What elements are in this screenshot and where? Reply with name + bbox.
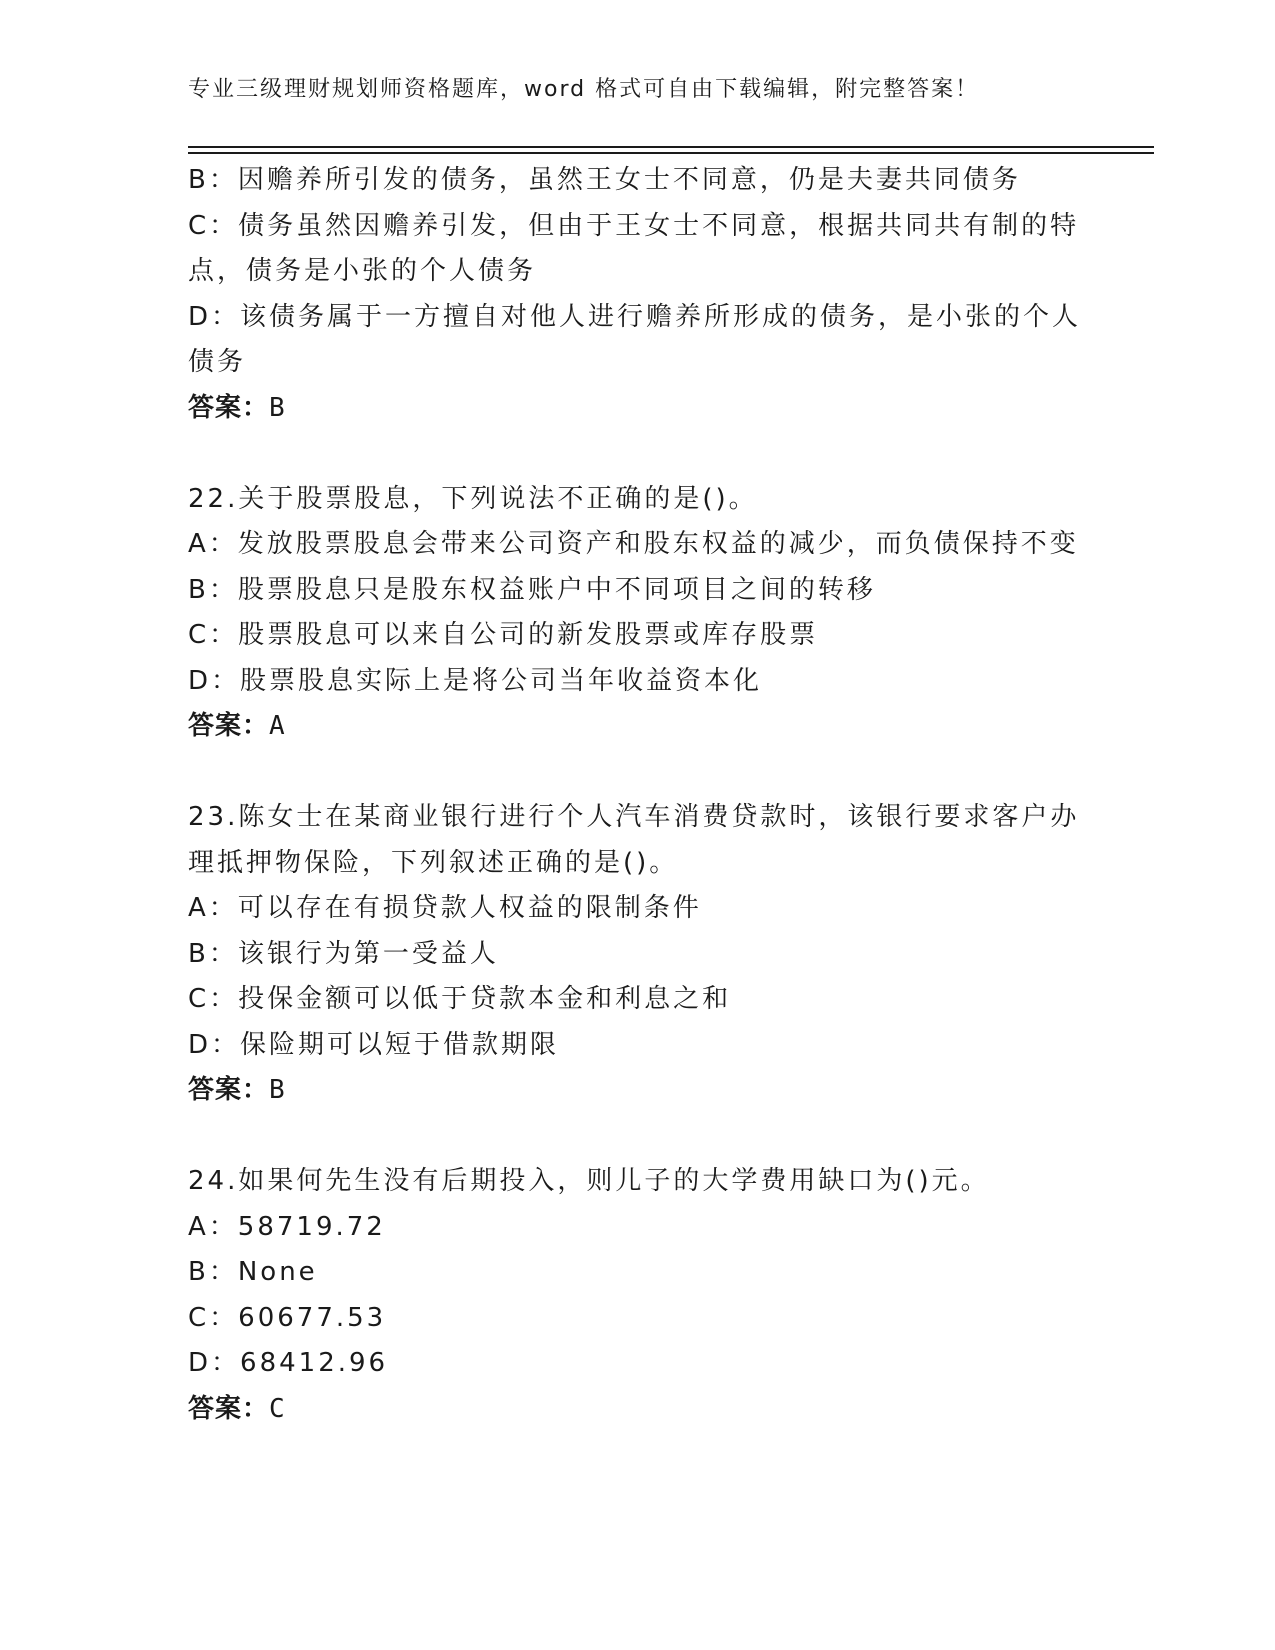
question-content [188, 158, 1088, 1432]
answer-line [188, 386, 1088, 432]
question-stem: 23.陈女士在某商业银行进行个人汽车消费贷款时，该银行要求客户办 [188, 802, 1080, 832]
question-block-21-continued [188, 158, 1088, 431]
spacer [188, 1114, 1088, 1160]
option-d: D：保险期可以短于借款期限 [188, 1029, 560, 1060]
answer-label: 答案： [188, 1075, 270, 1105]
option-d: D：68412.96 [188, 1348, 389, 1378]
answer-value: A [269, 711, 286, 741]
question-block-22 [188, 477, 1088, 750]
answer-value: B [269, 1075, 286, 1105]
option-c-continued: 点，债务是小张的个人债务 [188, 256, 537, 286]
option-a: A：发放股票股息会带来公司资产和股东权益的减少，而负债保持不变 [188, 529, 1079, 559]
answer-line [188, 1387, 1088, 1433]
question-block-23 [188, 795, 1088, 1114]
option-c: C：股票股息可以来自公司的新发股票或库存股票 [188, 620, 819, 650]
answer-label: 答案： [188, 711, 270, 741]
question-block-24 [188, 1159, 1088, 1432]
option-b: B：该银行为第一受益人 [188, 938, 499, 969]
option-a: A：可以存在有损贷款人权益的限制条件 [188, 893, 702, 923]
option-c: C：债务虽然因赡养引发，但由于王女士不同意，根据共同共有制的特 [188, 210, 1080, 241]
option-d: D：该债务属于一方擅自对他人进行赡养所形成的债务，是小张的个人 [188, 301, 1082, 332]
answer-label: 答案： [188, 1393, 270, 1424]
option-d: D：股票股息实际上是将公司当年收益资本化 [188, 665, 763, 696]
option-b: B：因赡养所引发的债务，虽然王女士不同意，仍是夫妻共同债务 [188, 165, 1021, 195]
question-stem: 24.如果何先生没有后期投入，则儿子的大学费用缺口为()元。 [188, 1166, 990, 1196]
answer-line [188, 704, 1088, 750]
option-b: B：股票股息只是股东权益账户中不同项目之间的转移 [188, 574, 876, 605]
question-stem: 22.关于股票股息，下列说法不正确的是()。 [188, 483, 758, 514]
question-stem-continued: 理抵押物保险，下列叙述正确的是()。 [188, 847, 679, 878]
answer-label: 答案： [188, 392, 270, 423]
option-b: B：None [188, 1257, 318, 1287]
option-d-continued: 债务 [188, 347, 247, 377]
answer-line [188, 1068, 1088, 1114]
spacer [188, 431, 1088, 477]
answer-value: B [269, 392, 286, 423]
answer-value: C [269, 1393, 286, 1424]
page-header: 专业三级理财规划师资格题库，word 格式可自由下载编辑，附完整答案！ [188, 77, 980, 102]
spacer [188, 750, 1088, 796]
option-a: A：58719.72 [188, 1211, 386, 1242]
option-c: C：投保金额可以低于贷款本金和利息之和 [188, 984, 732, 1014]
header-rule-bottom [188, 152, 1154, 154]
header-rule-top [188, 146, 1154, 148]
option-c: C：60677.53 [188, 1302, 387, 1333]
